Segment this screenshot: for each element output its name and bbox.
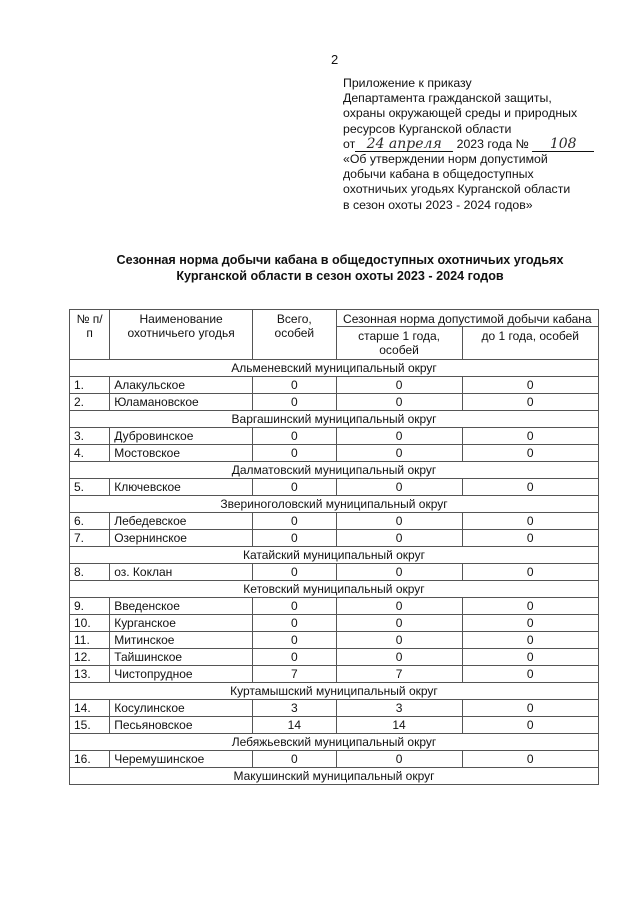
table-row — [70, 717, 599, 734]
table-row — [70, 700, 599, 717]
older-count: 0 — [336, 394, 462, 411]
row-number: 9. — [70, 598, 110, 615]
district-row — [70, 547, 599, 564]
ground-name: Тайшинское — [110, 649, 253, 666]
appendix-block — [343, 76, 633, 213]
younger-count: 0 — [462, 717, 599, 734]
appendix-title-line: охотничьих угодьях Курганской области — [343, 182, 571, 197]
date-prefix: от — [343, 136, 356, 151]
district-row — [70, 462, 599, 479]
district-name: Альменевский муниципальный округ — [70, 360, 599, 377]
older-count: 0 — [336, 598, 462, 615]
row-number: 5. — [70, 479, 110, 496]
older-count: 7 — [336, 666, 462, 683]
district-name: Далматовский муниципальный округ — [70, 462, 599, 479]
table-row — [70, 445, 599, 462]
ground-name: Митинское — [110, 632, 253, 649]
header-younger: до 1 года, особей — [462, 327, 599, 360]
header-seasonal: Сезонная норма допустимой добычи кабана — [336, 310, 598, 327]
ground-name: Лебедевское — [110, 513, 253, 530]
appendix-title-line: «Об утверждении норм допустимой — [343, 152, 548, 167]
ground-name: Мостовское — [110, 445, 253, 462]
appendix-line: Приложение к приказу — [343, 76, 472, 90]
row-number: 14. — [70, 700, 110, 717]
appendix-line: ресурсов Курганской области — [343, 121, 512, 136]
ground-name: Чистопрудное — [110, 666, 253, 683]
district-row — [70, 496, 599, 513]
total-count: 0 — [253, 598, 337, 615]
header-row — [70, 310, 599, 327]
district-row — [70, 768, 599, 785]
year-text: 2023 года № — [456, 136, 529, 151]
total-count: 0 — [253, 564, 337, 581]
younger-count: 0 — [462, 598, 599, 615]
total-count: 0 — [253, 632, 337, 649]
district-name: Катайский муниципальный округ — [70, 547, 599, 564]
total-count: 0 — [253, 751, 337, 768]
ground-name: Косулинское — [110, 700, 253, 717]
older-count: 0 — [336, 649, 462, 666]
district-row — [70, 683, 599, 700]
table-row — [70, 564, 599, 581]
row-number: 15. — [70, 717, 110, 734]
older-count: 0 — [336, 751, 462, 768]
younger-count: 0 — [462, 751, 599, 768]
title-line-1: Сезонная норма добычи кабана в общедоступных охотничьих угодьях — [116, 253, 564, 267]
row-number: 10. — [70, 615, 110, 632]
older-count: 0 — [336, 377, 462, 394]
older-count: 0 — [336, 615, 462, 632]
district-name: Звериноголовский муниципальный округ — [70, 496, 599, 513]
older-count: 0 — [336, 479, 462, 496]
older-count: 0 — [336, 632, 462, 649]
table-row — [70, 649, 599, 666]
row-number: 12. — [70, 649, 110, 666]
younger-count: 0 — [462, 394, 599, 411]
table-row — [70, 666, 599, 683]
older-count: 0 — [336, 445, 462, 462]
table-row — [70, 513, 599, 530]
total-count: 0 — [253, 377, 337, 394]
row-number: 7. — [70, 530, 110, 547]
older-count: 0 — [336, 564, 462, 581]
younger-count: 0 — [462, 632, 599, 649]
district-name: Варгашинский муниципальный округ — [70, 411, 599, 428]
table-body — [70, 360, 599, 785]
district-row — [70, 581, 599, 598]
header-name: Наименование охотничьего угодья — [110, 310, 253, 360]
row-number: 3. — [70, 428, 110, 445]
total-count: 0 — [253, 649, 337, 666]
ground-name: Юламановское — [110, 394, 253, 411]
district-name: Макушинский муниципальный округ — [70, 768, 599, 785]
ground-name: Дубровинское — [110, 428, 253, 445]
row-number: 4. — [70, 445, 110, 462]
row-number: 2. — [70, 394, 110, 411]
district-row — [70, 411, 599, 428]
total-count: 0 — [253, 394, 337, 411]
total-count: 0 — [253, 530, 337, 547]
table-row — [70, 428, 599, 445]
older-count: 0 — [336, 428, 462, 445]
ground-name: Алакульское — [110, 377, 253, 394]
header-older: старше 1 года, особей — [336, 327, 462, 360]
appendix-line: Департамента гражданской защиты, — [343, 91, 552, 106]
hunting-norm-table — [69, 309, 599, 785]
total-count: 14 — [253, 717, 337, 734]
younger-count: 0 — [462, 445, 599, 462]
younger-count: 0 — [462, 513, 599, 530]
ground-name: оз. Коклан — [110, 564, 253, 581]
table-row — [70, 479, 599, 496]
handwritten-date: 24 апреля — [355, 138, 453, 152]
total-count: 3 — [253, 700, 337, 717]
appendix-title-line: добычи кабана в общедоступных — [343, 167, 534, 182]
table-row — [70, 632, 599, 649]
district-name: Лебяжьевский муниципальный округ — [70, 734, 599, 751]
total-count: 0 — [253, 445, 337, 462]
district-row — [70, 360, 599, 377]
appendix-title-line: в сезон охоты 2023 - 2024 годов» — [343, 197, 533, 212]
order-date-line — [343, 137, 633, 152]
table-row — [70, 530, 599, 547]
table-row — [70, 598, 599, 615]
header-num: № п/п — [70, 310, 110, 360]
row-number: 8. — [70, 564, 110, 581]
younger-count: 0 — [462, 479, 599, 496]
row-number: 13. — [70, 666, 110, 683]
page-number: 2 — [331, 52, 339, 67]
ground-name: Озернинское — [110, 530, 253, 547]
older-count: 0 — [336, 530, 462, 547]
table-row — [70, 377, 599, 394]
row-number: 1. — [70, 377, 110, 394]
document-title — [60, 252, 620, 284]
table-row — [70, 394, 599, 411]
younger-count: 0 — [462, 666, 599, 683]
older-count: 3 — [336, 700, 462, 717]
older-count: 0 — [336, 513, 462, 530]
handwritten-order-number: 108 — [532, 138, 594, 152]
older-count: 14 — [336, 717, 462, 734]
district-name: Куртамышский муниципальный округ — [70, 683, 599, 700]
district-row — [70, 734, 599, 751]
table-row — [70, 615, 599, 632]
row-number: 16. — [70, 751, 110, 768]
appendix-line: охраны окружающей среды и природных — [343, 106, 578, 121]
table-row — [70, 751, 599, 768]
district-name: Кетовский муниципальный округ — [70, 581, 599, 598]
younger-count: 0 — [462, 649, 599, 666]
younger-count: 0 — [462, 615, 599, 632]
total-count: 0 — [253, 513, 337, 530]
header-total: Всего, особей — [253, 310, 337, 360]
total-count: 0 — [253, 428, 337, 445]
ground-name: Курганское — [110, 615, 253, 632]
ground-name: Черемушинское — [110, 751, 253, 768]
younger-count: 0 — [462, 428, 599, 445]
younger-count: 0 — [462, 700, 599, 717]
total-count: 0 — [253, 479, 337, 496]
total-count: 7 — [253, 666, 337, 683]
row-number: 11. — [70, 632, 110, 649]
total-count: 0 — [253, 615, 337, 632]
ground-name: Песьяновское — [110, 717, 253, 734]
title-line-2: Курганской области в сезон охоты 2023 - 2024 годов — [176, 269, 504, 283]
younger-count: 0 — [462, 564, 599, 581]
younger-count: 0 — [462, 377, 599, 394]
ground-name: Введенское — [110, 598, 253, 615]
ground-name: Ключевское — [110, 479, 253, 496]
younger-count: 0 — [462, 530, 599, 547]
row-number: 6. — [70, 513, 110, 530]
